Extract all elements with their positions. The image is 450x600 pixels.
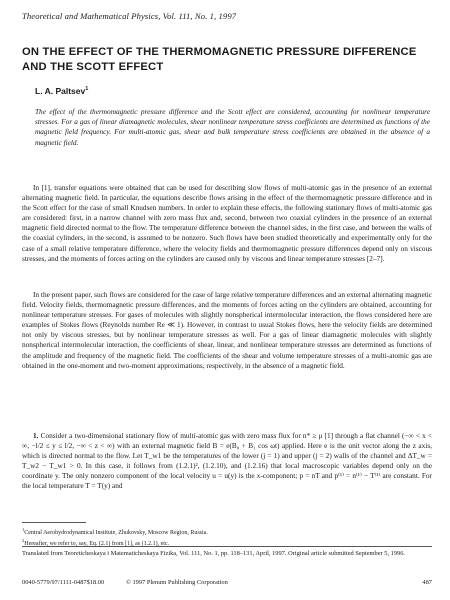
footnote-divider: [22, 522, 86, 523]
abstract: The effect of the thermomagnetic pressure difference and the Scott effect are considered, accounting for nonlinear temperature stresses. For a gas of linear diamagnetic molecules, shear nonlinear temperature stress coefficients are determined as functions of the magnetic field frequency. For multi-atomic gas, shear and bulk temperature stress coefficients are obtained in the absence of a magnetic field.: [35, 107, 430, 147]
section-number: 1.: [33, 431, 39, 440]
paragraph-section-1: [22, 431, 432, 492]
paragraph-present-paper: In the present paper, such flows are considered for the case of large relative temperature differences and an external alternating magnetic field. Velocity fields, thermomagnetic pressure differences, and the moments of forces acting on the cylinders are obtained, accounting for nonlinear temperature stresses. For gases of molecules with slightly nonspherical intermolecular interaction, the flows considered here are examples of Stokes flows (Reynolds number Re ≪ 1). However, in contrast to usual Stokes flows, here the velocity fields are determined not only by viscous stresses, but by nonlinear temperature stresses as well. For a gas of linear diamagnetic molecules with slightly nonspherical intermolecular interaction, the coefficients of shear, linear, and nonlinear temperature stresses are determined as functions of the amplitude and frequency of the magnetic field. The coefficients of the shear and volume temperature stresses of a multi-atomic gas are obtained in the one-moment and two-moment approximations, respectively, in the absence of a magnetic field.: [22, 290, 432, 370]
translation-divider: [22, 546, 432, 547]
page-number: 487: [422, 579, 432, 586]
footnote-1-text: Central Aerohydrodynamical Institute, Zhukovsky, Moscow Region, Russia.: [24, 530, 208, 536]
footnote-2-text: Hereafter, we refer to, say, Eq. (2.1) from [1], as (1.2.1), etc.: [24, 541, 170, 548]
running-head: Theoretical and Mathematical Physics, Vol. 111, No. 1, 1997: [22, 11, 237, 21]
article-title: ON THE EFFECT OF THE THERMOMAGNETIC PRESSURE DIFFERENCE AND THE SCOTT EFFECT: [22, 46, 417, 73]
paragraph-intro: In [1], transfer equations were obtained that can be used for describing slow flows of multi-atomic gas in the presence of an external alternating magnetic field. In particular, the equations describe flows arising in the effect of the thermomagnetic pressure difference and in the Scott effect for the case of small Knudsen numbers. In order to explain these effects, the following stationary flows of multi-atomic gas are considered: first, in a narrow channel with zero mass flux and, second, between two coaxial cylinders in the presence of an external magnetic field directed normal to the flow. The temperature difference between the channel sides, in the first case, and between the walls of the coaxial cylinders, in the second, is assumed to be nonzero. Such flows have been studied theoretically and experimentally only for the case of a small relative temperature difference, where the velocity fields and thermomagnetic pressure differences depend only on viscous stresses, and the moments of forces acting on the cylinders are caused only by viscous and linear temperature stresses [2–7].: [22, 183, 432, 263]
author-footnote-mark: 1: [85, 86, 89, 93]
author-line: [35, 86, 88, 96]
translation-note: Translated from Teoreticheskaya i Matematicheskaya Fizika, Vol. 111, No. 1, pp. 118–131, April, 1997. Original article submitted September 5, 1996.: [22, 550, 406, 557]
issn-code: 0040-5779/97/1111-0487$18.00: [22, 579, 105, 586]
author-name: L. A. Paltsev: [35, 86, 86, 96]
footnote-1-mark: 1: [22, 527, 25, 532]
page-footer: [22, 579, 432, 586]
section-1-text: Consider a two-dimensional stationary flow of multi-atomic gas with zero mass flux for n* ≥ μ [1] through a flat channel (−∞ < x < ∞, −l/2 ≤ y ≤ l/2, −∞ < z < ∞) with an external magnetic field B = e(B₀ + B₁ cos ωt) applied. Here e is the unit vector along the z axis, which is directed normal to the flow. Let T_w1 be the temperatures of the lower (j = 1) and upper (j = 2) walls of the channel and ΔT_w = T_w2 − T_w1 > 0. In this case, it follows from (1.2.1)², (1.2.10), and (1.2.16) that local macroscopic variables depend only on the coordinate y. The only nonzero component of the local velocity u = u(y) is the x-component; p = nT and p⁽¹⁾ = n⁽¹⁾ − T⁽¹⁾ are constant. For the local temperature T = T(y) and: [22, 431, 432, 491]
footnote-1: [22, 526, 432, 537]
publisher-copyright: © 1997 Plenum Publishing Corporation: [126, 579, 228, 586]
footnote-2-mark: 2: [22, 538, 25, 544]
